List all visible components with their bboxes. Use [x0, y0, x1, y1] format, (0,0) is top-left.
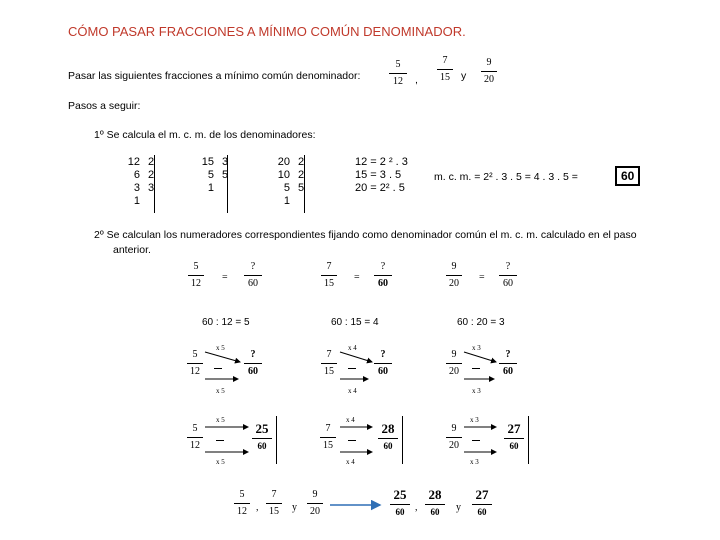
multiplier-top: x 4	[348, 344, 357, 352]
and-word: y	[461, 70, 467, 82]
row2-target-3: ? 60	[499, 350, 517, 377]
divider-line	[402, 416, 403, 464]
row3-fraction-7-15: 7 15	[320, 424, 336, 451]
divider-line	[528, 416, 529, 464]
final-result-28-60: 28 60	[425, 488, 445, 517]
row2-target-2: ? 60	[374, 350, 392, 377]
row1-target-3: ? 60	[499, 262, 517, 289]
dash	[348, 440, 356, 441]
multiplier-top: x 3	[472, 344, 481, 352]
division-3: 60 : 20 = 3	[457, 317, 505, 328]
multiplier-bottom: x 3	[470, 458, 479, 466]
row3-fraction-9-20: 9 20	[446, 424, 462, 451]
row1-fraction-5-12: 5 12	[188, 262, 204, 289]
factor-table-20: 20 2 10 2 5 5 1	[277, 156, 305, 207]
division-2: 60 : 15 = 4	[331, 317, 379, 328]
and-word: y	[292, 502, 297, 513]
row1-fraction-9-20: 9 20	[446, 262, 462, 289]
multiplier-top: x 5	[216, 416, 225, 424]
comma: ,	[415, 74, 418, 86]
dash	[216, 440, 224, 441]
dash	[472, 440, 480, 441]
row1-target-1: ? 60	[244, 262, 262, 289]
multiplier-bottom: x 3	[472, 387, 481, 395]
multiplier-bottom: x 4	[348, 387, 357, 395]
equals-sign: =	[354, 272, 360, 283]
row1-fraction-7-15: 7 15	[321, 262, 337, 289]
step2-text: 2º Se calculan los numeradores correspondientes fijando como denominador común el m. c. m. calculado en el paso	[94, 229, 637, 241]
intro-text: Pasar las siguientes fracciones a mínimo común denominador:	[68, 70, 361, 82]
multiplier-bottom: x 5	[216, 387, 225, 395]
factorizations: 12 = 2 ² . 3 15 = 3 . 5 20 = 2² . 5	[355, 156, 408, 194]
mcm-result-box: 60	[615, 166, 640, 186]
final-result-25-60: 25 60	[390, 488, 410, 517]
row3-fraction-5-12: 5 12	[187, 424, 203, 451]
equals-sign: =	[222, 272, 228, 283]
equals-sign: =	[479, 272, 485, 283]
row3-result-2: 28 60	[378, 422, 398, 451]
division-1: 60 : 12 = 5	[202, 317, 250, 328]
row1-target-2: ? 60	[374, 262, 392, 289]
final-result-27-60: 27 60	[472, 488, 492, 517]
steps-heading: Pasos a seguir:	[68, 100, 141, 112]
intro-fraction-3: 9 20	[481, 58, 497, 85]
final-fraction-5-12: 5 12	[234, 490, 250, 517]
intro-fraction-1: 5 12	[389, 60, 407, 87]
row2-fraction-9-20: 9 20	[446, 350, 462, 377]
intro-fraction-2: 7 15	[437, 56, 453, 83]
dash	[214, 368, 222, 369]
multiplier-top: x 5	[216, 344, 225, 352]
dash	[472, 368, 480, 369]
multiplier-top: x 4	[346, 416, 355, 424]
dash	[348, 368, 356, 369]
multiplier-top: x 3	[470, 416, 479, 424]
multiplier-bottom: x 5	[216, 458, 225, 466]
row2-fraction-7-15: 7 15	[321, 350, 337, 377]
row2-fraction-5-12: 5 12	[187, 350, 203, 377]
final-fraction-7-15: 7 15	[266, 490, 282, 517]
mcm-expression: m. c. m. = 2² . 3 . 5 = 4 . 3 . 5 =	[434, 171, 578, 183]
row3-result-3: 27 60	[504, 422, 524, 451]
multiplier-bottom: x 4	[346, 458, 355, 466]
and-word: y	[456, 502, 461, 513]
factor-table-12: 12 2 6 2 3 3 1	[127, 156, 155, 207]
comma: ,	[256, 502, 259, 513]
final-fraction-9-20: 9 20	[307, 490, 323, 517]
step2-text-cont: anterior.	[113, 244, 151, 256]
page-title: CÓMO PASAR FRACCIONES A MÍNIMO COMÚN DENOMINADOR.	[68, 24, 466, 39]
row2-target-1: ? 60	[244, 350, 262, 377]
step1-text: 1º Se calcula el m. c. m. de los denominadores:	[94, 129, 316, 141]
divider-line	[276, 416, 277, 464]
factor-table-15: 15 3 5 5 1	[201, 156, 229, 194]
row3-result-1: 25 60	[252, 422, 272, 451]
comma: ,	[415, 502, 418, 513]
